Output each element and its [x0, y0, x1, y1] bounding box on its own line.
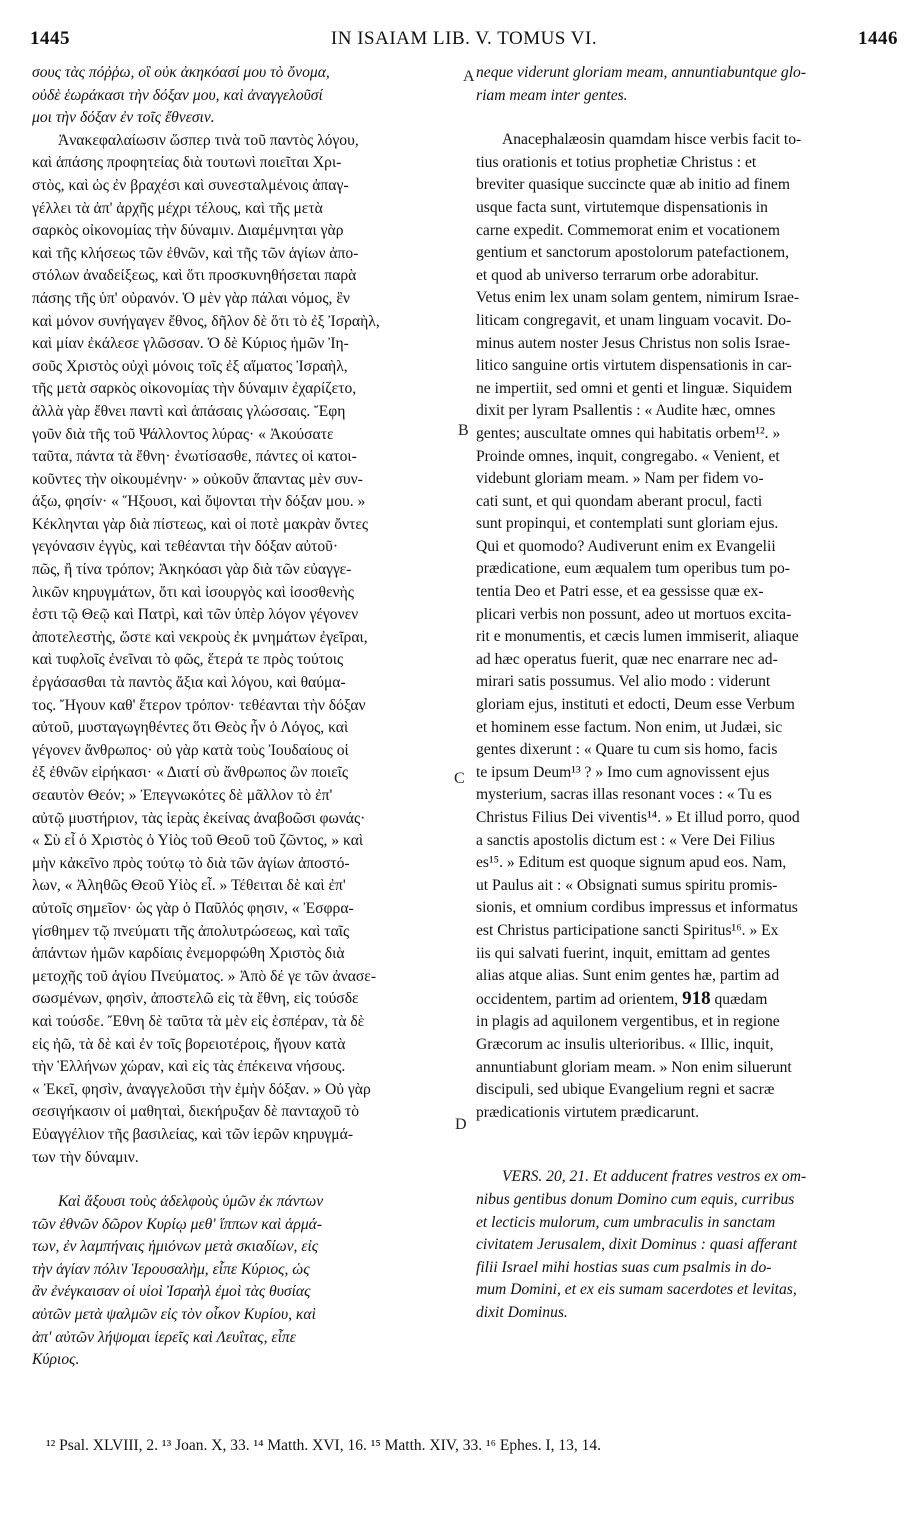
text-line: τὴν ἁγίαν πόλιν Ἱερουσαλὴμ, εἶπε Κύριος, ὡς: [32, 1260, 310, 1278]
text-line: κοῦντες τὴν οἰκουμένην· » οὐκοῦν ἅπαντας μὲν συν-: [32, 470, 363, 488]
text-line: tius orationis et totius prophetiæ Christus : et: [476, 153, 757, 171]
text-line: των τὴν δύναμιν.: [32, 1148, 139, 1166]
text-line: καὶ τυφλοῖς ἐνεῖναι τὸ φῶς, ἕτερά τε πρὸς τούτοις: [32, 651, 344, 669]
page-header: [30, 28, 898, 58]
text-line: et lecticis mulorum, cum umbraculis in sanctam: [476, 1213, 776, 1231]
text-line: « Ἐκεῖ, φησὶν, ἀναγγελοῦσι τὴν ἐμὴν δόξαν. » Οὐ γὰρ: [32, 1080, 371, 1098]
column-number-marker: 918: [682, 987, 711, 1009]
text-line: cati sunt, et qui quondam aberant procul, facti: [476, 492, 763, 510]
text-line: filii Israel mihi hostias suas cum psalmis in do-: [476, 1258, 772, 1276]
text-line: annuntiabunt gloriam meam. » Non enim siluerunt: [476, 1058, 792, 1076]
greek-commentary: [32, 130, 457, 1169]
text-line: καὶ μόνον συνήγαγεν ἔθνος, δῆλον δὲ ὅτι τὸ ἐξ Ἰσραὴλ,: [32, 312, 380, 330]
text-line: in plagis ad aquilonem vergentibus, et in regione: [476, 1013, 780, 1031]
text-line: ad hæc operatus fuerit, quæ nec enarrare nec ad-: [476, 650, 778, 668]
text-line: λων, « Ἀληθῶς Θεοῦ Υἱὸς εἶ. » Τέθειται δὲ καὶ ἐπ': [32, 877, 346, 895]
margin-letter-c: C: [454, 770, 465, 787]
text-line: mum Domini, et ex eis sumam sacerdotes et levitas,: [476, 1281, 797, 1299]
text-line: Anacephalæosin quamdam hisce verbis facit to-: [502, 131, 802, 149]
text-line: gentium et sanctorum apostolorum patefactionem,: [476, 244, 790, 262]
text-line: dixit Dominus.: [476, 1303, 568, 1321]
text-line: iis qui salvati fuerint, inquit, emittam ad gentes: [476, 944, 771, 962]
page-number-right: 1446: [858, 28, 898, 49]
running-title: IN ISAIAM LIB. V. TOMUS VI.: [330, 28, 598, 49]
text-line: στὸς, καὶ ὡς ἐν βραχέσι καὶ συνεσταλμένοις ἀπαγ-: [32, 176, 349, 194]
text-line: των, ἐν λαμπήναις ἡμιόνων μετὰ σκιαδίων, εἰς: [32, 1238, 319, 1256]
text-line: prædicationis virtutem prædicarunt.: [476, 1103, 700, 1121]
text-line: ἀπ' αὐτῶν λήψομαι ἱερεῖς καὶ Λευΐτας, εἶπε: [32, 1328, 296, 1346]
text-line: ἐργάσασθαι τὰ παντὸς ἄξια καὶ λόγου, καὶ θαύμα-: [32, 674, 346, 692]
text-line: ne impertiit, sed omni et genti et linguæ. Siquidem: [476, 379, 793, 397]
text-line: est Christus participatione sancti Spiritus¹⁶. » Ex: [476, 921, 779, 939]
text-line: σοῦς Χριστὸς οὐχὶ μόνοις τοῖς ἐξ αἵματος Ἰσραὴλ,: [32, 357, 348, 375]
text-line: mysterium, sacras illas resonant voces : « Tu es: [476, 786, 772, 804]
text-line: σεαυτὸν Θεόν; » Ἐπεγνωκότες δὲ μᾶλλον τὸ ἐπ': [32, 787, 333, 804]
text-line: Vetus enim lex unam solam gentem, nimirum Israe-: [476, 289, 800, 307]
text-line: rit e monumentis, et cæcis lumen immiserit, aliaque: [476, 628, 799, 646]
page-number-left: 1445: [30, 28, 70, 49]
text-line: sunt propinqui, et contemplati sunt gloriam ejus.: [476, 515, 779, 533]
text-line: σωσμένων, φησὶν, ἀποστελῶ εἰς τὰ ἔθνη, εἰς τούσδε: [32, 990, 359, 1008]
text-line: Ἀνακεφαλαίωσιν ὥσπερ τινὰ τοῦ παντὸς λόγου,: [58, 131, 359, 149]
text-line: Εὐαγγέλιον τῆς βασιλείας, καὶ τῶν ἱερῶν κηρυγμά-: [32, 1125, 354, 1143]
text-line: es¹⁵. » Editum est quoque signum apud eos. Nam,: [476, 854, 787, 872]
text-line: καὶ μίαν ἐκάλεσε γλῶσσαν. Ὁ δὲ Κύριος ἡμῶν Ἰη-: [32, 335, 349, 353]
text-line: Christus Filius Dei viventis¹⁴. » Et illud porro, quod: [476, 809, 800, 826]
margin-letter-a: A: [463, 68, 475, 85]
text-line: γοῦν διὰ τῆς τοῦ Ψάλλοντος λύρας· « Ἀκούσατε: [32, 425, 334, 443]
text-line: καὶ τούσδε. Ἔθνη δὲ ταῦτα τὰ μὲν εἰς ἑσπέραν, τὰ δὲ: [32, 1012, 365, 1030]
text-line: Κέκληνται γὰρ διὰ πίστεως, καὶ οἱ ποτὲ μακρὰν ὄντες: [32, 515, 369, 533]
text-line: carne expedit. Commemorat enim et vocationem: [476, 221, 780, 239]
text-line: τὴν Ἑλλήνων χώραν, καὶ εἰς τὰς ἐπέκεινα νήσους.: [32, 1058, 346, 1076]
text-line: usque facta sunt, virtutemque dispensationis in: [476, 198, 768, 216]
text-line: μετοχῆς τοῦ ἁγίου Πνεύματος. » Ἀπὸ δέ γε τῶν ἀνασε-: [32, 967, 377, 985]
text-line: plicari verbis non possunt, adeo ut mortuos excita-: [476, 605, 792, 623]
text-line: σεσιγήκασιν οἱ μαθηταὶ, διεκήρυξαν δὲ πανταχοῦ τὸ: [32, 1103, 359, 1121]
text-line: dixit per lyram Psallentis : « Audite hæc, omnes: [476, 402, 776, 420]
text-line: πάσης τῆς ὑπ' οὐρανόν. Ὁ μὲν γὰρ πάλαι νόμος, ἓν: [32, 289, 350, 307]
text-line: a sanctis apostolis dictum est : « Vere Dei Filius: [476, 831, 775, 849]
text-line: alias atque alias. Sunt enim gentes hæ, partim ad: [476, 967, 780, 985]
text-line: ut Paulus ait : « Obsignati sumus spiritu promis-: [476, 876, 778, 894]
text-line: πῶς, ἢ τίνα τρόπον; Ἀκηκόασι γὰρ διὰ τῶν εὐαγγε-: [32, 561, 352, 579]
text-line: ἀποτελεστὴς, ὥστε καὶ νεκροὺς ἐκ μνημάτων ἐγεῖραι,: [32, 628, 368, 646]
text-line: τος. Ἤγουν καθ' ἕτερον τρόπον· τεθέανται τὴν δόξαν: [32, 696, 366, 714]
text-line: εἰς ἠῶ, τὰ δὲ καὶ ἐν τοῖς βορειοτέροις, ἤγουν κατὰ: [32, 1035, 346, 1053]
text-line: civitatem Jerusalem, dixit Dominus : quasi afferant: [476, 1236, 797, 1254]
text-line: et hominem esse factum. Non enim, ut Judæi, sic: [476, 718, 783, 736]
margin-letter-b: B: [458, 422, 469, 439]
text-line: σαρκὸς οἰκονομίας τὴν δύναμιν. Διαμέμνηται γὰρ: [32, 222, 344, 240]
greek-verse-20-21: [32, 1191, 457, 1372]
text-line: Κύριος.: [32, 1351, 80, 1369]
text-line: αὐτοῦ, μυσταγωγηθέντες ὅτι Θεὸς ἦν ὁ Λόγος, καὶ: [32, 719, 349, 737]
text-line: Qui et quomodo? Audiverunt enim ex Evangelii: [476, 537, 776, 555]
text-line: tentia Deo et Patri esse, et ea gessisse quæ ex-: [476, 583, 764, 601]
latin-verse-20-21: [476, 1166, 890, 1324]
text-line: litico sanguine ortis virtutem dispensationis in car-: [476, 357, 792, 375]
text-line: αὐτῷ μυστήριον, τὰς ἱερὰς ἐκείνας ἀναβοῶσι φωνάς·: [32, 809, 366, 827]
text-line: occidentem, partim ad orientem, 918 quædam: [476, 987, 768, 1009]
text-line: μὴν κἀκεῖνο πρὸς τούτῳ τὸ διὰ τῶν ἁγίων ἀποστό-: [32, 854, 350, 872]
text-line: gloriam ejus, instituti et edocti, Deum esse Verbum: [476, 696, 795, 714]
text-line: te ipsum Deum¹³ ? » Imo cum agnovissent ejus: [476, 763, 770, 781]
margin-letter-d: D: [455, 1116, 467, 1133]
text-line: videbunt gloriam meam. » Nam per fidem vo-: [476, 470, 764, 488]
text-line: liticam congregavit, et unam linguam vocavit. Do-: [476, 311, 792, 329]
text-line: Græcorum ac insulis ulterioribus. « Illic, inquit,: [476, 1035, 774, 1053]
text-line: « Σὺ εἶ ὁ Χριστὸς ὁ Υἱὸς τοῦ Θεοῦ τοῦ ζῶντος, » καὶ: [32, 832, 364, 850]
latin-commentary: [476, 129, 890, 1124]
latin-column: [476, 62, 890, 1324]
text-line: τῆς μετὰ σαρκὸς οἰκονομίας τὴν δύναμιν ἐχαρίζετο,: [32, 380, 357, 398]
text-line: ἀλλὰ γὰρ ἔθνει παντὶ καὶ ἁπάσαις γλώσσαις. Ἔφη: [32, 402, 346, 420]
text-line: mirari satis possumus. Vel alio modo : viderunt: [476, 673, 771, 691]
text-line: discipuli, sed ubique Evangelium regni et sacræ: [476, 1081, 775, 1099]
text-line: γέλλει τὰ ἀπ' ἀρχῆς μέχρι τέλους, καὶ τῆς μετὰ: [32, 199, 323, 217]
text-line: et quod ab universo terrarum orbe adorabitur.: [476, 266, 759, 284]
text-line: ἁπάντων ἡμῶν καρδίαις ἐνεμορφώθη Χριστὸς διὰ: [32, 945, 345, 963]
text-line: γίσθημεν τῷ πνεύματι τῆς ἀπολυτρώσεως, καὶ ταῖς: [32, 922, 350, 940]
latin-verse-continuation: [476, 62, 890, 107]
text-line: prædicatione, eum æqualem tum operibus tum po-: [476, 560, 790, 578]
text-line: ἐστι τῷ Θεῷ καὶ Πατρὶ, καὶ τῶν ὑπὲρ λόγον γέγονεν: [32, 606, 359, 624]
text-line: καὶ τῆς κλήσεως τῶν ἐθνῶν, καὶ τῆς τῶν ἁγίων ἀπο-: [32, 244, 359, 262]
text-line: αὐτῶν μετὰ ψαλμῶν εἰς τὸν οἶκον Κυρίου, καὶ: [32, 1306, 316, 1324]
text-line: οὐδὲ ἑωράκασι τὴν δόξαν μου, καὶ ἀναγγελοῦσί: [32, 86, 323, 104]
text-line: λικῶν κηρυγμάτων, ὅτι καὶ ἰσουργὸς καὶ ἰσοσθενὴς: [32, 583, 354, 601]
greek-verse-continuation: [32, 62, 457, 130]
footnotes: ¹² Psal. XLVIII, 2. ¹³ Joan. X, 33. ¹⁴ Matth. XVI, 16. ¹⁵ Matth. XIV, 33. ¹⁶ Ephes. I, 13, 14.: [46, 1437, 602, 1454]
text-line: γέγονεν ἄνθρωπος· οὐ γὰρ κατὰ τοὺς Ἰουδαίους οἱ: [32, 741, 349, 759]
text-line: άξω, φησίν· « Ἥξουσι, καὶ ὄψονται τὴν δόξαν μου. »: [32, 493, 366, 511]
text-line: neque viderunt gloriam meam, annuntiabuntque glo-: [476, 64, 807, 81]
text-line: καὶ ἁπάσης προφητείας διὰ τουτωνὶ ποιεῖται Χρι-: [32, 154, 342, 172]
text-line: ταῦτα, πάντα τὰ ἔθνη· ἐνωτίσασθε, πάντες οἱ κατοι-: [32, 448, 357, 466]
text-line: sionis, et omnium cordibus impressus et informatus: [476, 899, 798, 917]
text-line: ἂν ἐνέγκαισαν οἱ υἱοὶ Ἰσραὴλ ἐμοὶ τὰς θυσίας: [32, 1283, 311, 1301]
text-line: μοι τὴν δόξαν ἐν τοῖς ἔθνεσιν.: [32, 109, 215, 127]
text-line: Καὶ ἄξουσι τοὺς ἀδελφοὺς ὑμῶν ἐκ πάντων: [58, 1193, 324, 1211]
text-line: breviter quasique succincte quæ ab initio ad finem: [476, 176, 790, 194]
text-line: minus autem noster Jesus Christus non solis Israe-: [476, 334, 791, 352]
greek-column: [32, 62, 457, 1372]
text-line: riam meam inter gentes.: [476, 86, 628, 104]
text-line: gentes; auscultate omnes qui habitatis orbem¹². »: [476, 424, 781, 442]
text-line: ἐξ ἐθνῶν εἰρήκασι· « Διατί σὺ ἄνθρωπος ὢν ποιεῖς: [32, 764, 349, 782]
text-line: στόλων ἀναδείξεως, καὶ ὅτι προσκυνηθήσεται παρὰ: [32, 267, 357, 285]
text-line: VERS. 20, 21. Et adducent fratres vestros ex om-: [502, 1168, 807, 1186]
text-line: γεγόνασιν ἐγγὺς, καὶ τεθέανται τὴν δόξαν αὐτοῦ·: [32, 538, 339, 556]
text-line: nibus gentibus donum Domino cum equis, curribus: [476, 1190, 795, 1208]
text-line: σους τὰς πόῤῥω, οἳ οὐκ ἀκηκόασί μου τὸ ὄνομα,: [32, 64, 330, 81]
text-line: Proinde omnes, inquit, congregabo. « Venient, et: [476, 447, 780, 465]
text-line: αὐτοῖς σημεῖον· ὡς γὰρ ὁ Παῦλός φησιν, « Ἐσφρα-: [32, 899, 354, 917]
text-line: gentes dixerunt : « Quare tu cum sis homo, facis: [476, 741, 778, 759]
text-line: τῶν ἐθνῶν δῶρον Κυρίῳ μεθ' ἵππων καὶ ἁρμά-: [32, 1215, 323, 1233]
